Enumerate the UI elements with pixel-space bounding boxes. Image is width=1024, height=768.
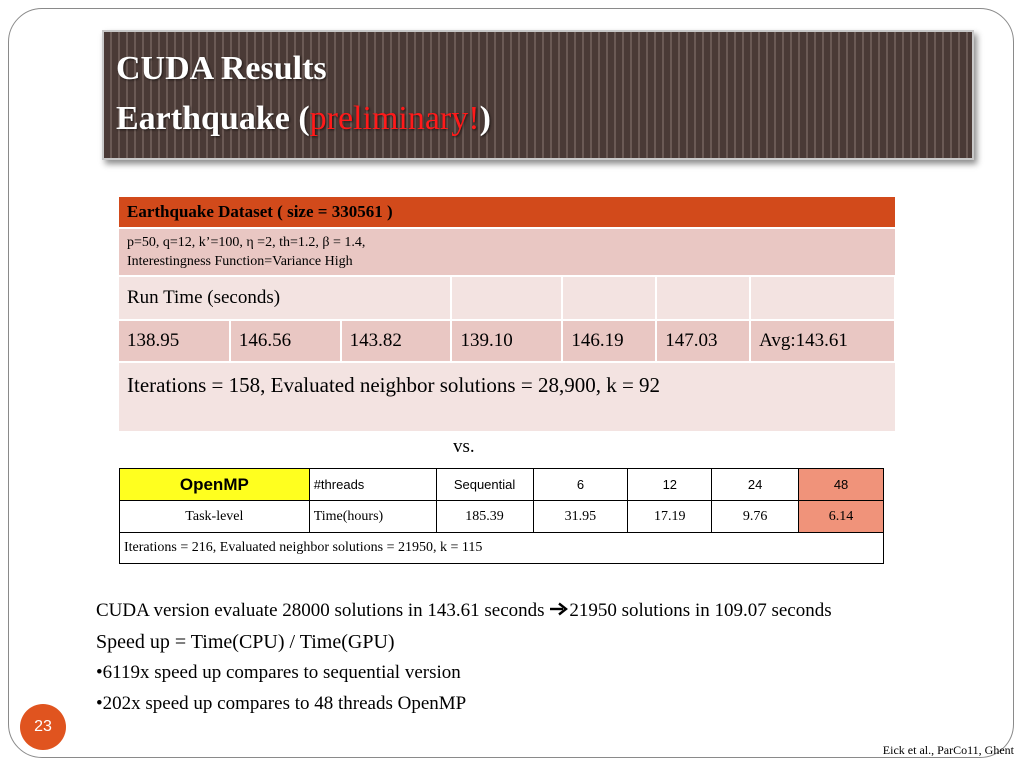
runtime-value: 146.56: [230, 320, 341, 362]
openmp-iterations: Iterations = 216, Evaluated neighbor solutions = 21950, k = 115: [120, 533, 884, 564]
slide-title: CUDA Results: [116, 50, 327, 87]
openmp-label: OpenMP: [120, 469, 310, 501]
slide-subtitle: [116, 100, 491, 138]
subtitle-prefix: Earthquake (: [116, 100, 310, 137]
title-banner: [102, 30, 974, 160]
subtitle-suffix: ): [479, 100, 491, 137]
empty-cell: [656, 276, 750, 320]
summary-line-1: [96, 598, 832, 629]
thread-count: 24: [712, 469, 799, 501]
speedup-formula: Speed up = Time(CPU) / Time(GPU): [96, 631, 395, 653]
page-number: 23: [20, 704, 66, 750]
time-value: 17.19: [628, 501, 712, 533]
thread-count-highlight: 48: [799, 469, 884, 501]
params-line-2: Interestingness Function=Variance High: [127, 254, 353, 269]
runtime-value: 139.10: [451, 320, 562, 362]
vs-label: vs.: [453, 436, 475, 457]
bullet-item: [96, 691, 832, 722]
thread-count: Sequential: [436, 469, 533, 501]
arrow-right-icon: [549, 602, 569, 616]
time-value: 31.95: [533, 501, 628, 533]
summary-line-1-end: 21950 solutions in 109.07 seconds: [569, 600, 832, 621]
time-value: 185.39: [436, 501, 533, 533]
openmp-table: [119, 468, 884, 564]
citation: Eick et al., ParCo11, Ghent: [882, 743, 1014, 757]
runtime-value: 138.95: [119, 320, 230, 362]
runtime-value: 146.19: [562, 320, 656, 362]
runtime-value: 143.82: [341, 320, 452, 362]
summary-line-1-start: CUDA version evaluate 28000 solutions in 143.61 seconds: [96, 600, 550, 621]
runtime-average: Avg:143.61: [750, 320, 895, 362]
bullet-icon: •: [96, 662, 103, 683]
threads-label: #threads: [309, 469, 436, 501]
bullet-icon: •: [96, 693, 103, 714]
bullet-item: [96, 660, 832, 691]
time-label: Time(hours): [309, 501, 436, 533]
time-value-highlight: 6.14: [799, 501, 884, 533]
cuda-iterations: Iterations = 158, Evaluated neighbor solutions = 28,900, k = 92: [119, 362, 895, 431]
params-line-1: p=50, q=12, k’=100, η =2, th=1.2, β = 1.4,: [127, 235, 366, 250]
bullet-text: 202x speed up compares to 48 threads OpenMP: [102, 693, 467, 714]
task-level-label: Task-level: [120, 501, 310, 533]
runtime-label: Run Time (seconds): [119, 276, 451, 320]
time-value: 9.76: [712, 501, 799, 533]
dataset-header: Earthquake Dataset ( size = 330561 ): [119, 197, 895, 228]
subtitle-highlight: preliminary!: [309, 100, 480, 137]
empty-cell: [750, 276, 895, 320]
runtime-value: 147.03: [656, 320, 750, 362]
summary-text: [96, 598, 832, 722]
dataset-parameters: [119, 228, 895, 276]
bullet-text: 6119x speed up compares to sequential version: [102, 662, 461, 683]
thread-count: 12: [628, 469, 712, 501]
cuda-results-table: [119, 197, 896, 431]
empty-cell: [451, 276, 562, 320]
thread-count: 6: [533, 469, 628, 501]
empty-cell: [562, 276, 656, 320]
